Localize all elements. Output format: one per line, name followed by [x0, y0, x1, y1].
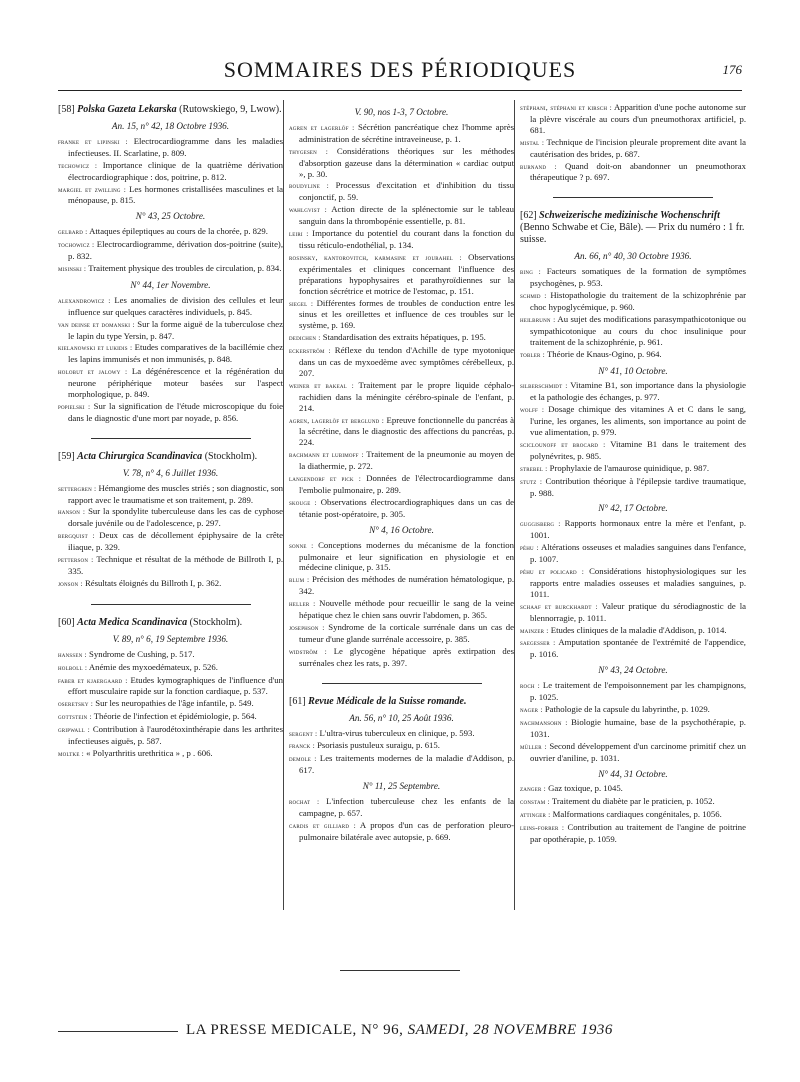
- article-title: Le glycogène hépatique après extirpation des surrénales chez les rats, p. 397.: [299, 645, 514, 668]
- article-entry: [58, 578, 283, 590]
- article-entry: [520, 439, 746, 462]
- article-title: Histopathologie du traitement de la schizophrénie par choc hypoglycémique, p. 960.: [530, 290, 746, 312]
- article-entry: [58, 226, 283, 238]
- article-authors: mistal :: [520, 137, 545, 147]
- article-authors: blum :: [289, 575, 310, 585]
- issue-heading: N° 44, 1er Novembre.: [130, 279, 211, 290]
- article-title: Traitement physique des troubles de circulation, p. 834.: [86, 262, 282, 273]
- article-entry: [289, 228, 514, 251]
- article-authors: leins-forrer :: [520, 823, 565, 833]
- section-separator: [553, 197, 713, 198]
- article-entry: [289, 204, 514, 227]
- article-entry: [520, 625, 746, 637]
- article-authors: wahlgvist :: [289, 205, 327, 215]
- article-title: Au sujet des modifications parasympathicotonique ou sympathicotonique au cours du choc insulinique pour traitement de la schizophrénie, p. 961.: [530, 313, 746, 347]
- article-authors: holobut et jalowy :: [58, 367, 128, 377]
- article-entry: [520, 463, 746, 475]
- article-authors: nachmansohn :: [520, 717, 568, 727]
- article-authors: oseretsky :: [58, 699, 94, 709]
- article-entry: [520, 637, 746, 660]
- column-right: [520, 102, 746, 846]
- issue-heading: An. 56, n° 10, 25 Août 1936.: [349, 712, 454, 723]
- article-entry: [520, 566, 746, 600]
- article-title: Facteurs somatiques de la formation de symptômes psychogènes, p. 953.: [530, 266, 746, 289]
- article-title: Action directe de la splénectomie sur le tableau sanguin dans la thrombopénie essentielle, p. 81.: [299, 204, 514, 227]
- article-entry: [520, 680, 746, 703]
- article-entry: [289, 146, 514, 180]
- article-authors: popielski :: [58, 401, 91, 411]
- article-authors: skouge :: [289, 497, 317, 507]
- article-entry: [58, 649, 283, 661]
- issue-heading: V. 78, n° 4, 6 Juillet 1936.: [122, 467, 219, 478]
- section-separator: [91, 438, 251, 439]
- article-title: Altérations osseuses et maladies sanguines dans l'enfance, p. 1007.: [530, 542, 746, 565]
- article-title: Considérations histophysiologiques sur les rapports entre maladies osseuses et maladies sanguines, p. 1011.: [530, 566, 746, 599]
- article-authors: kielanowski et lukidis :: [58, 343, 133, 353]
- article-authors: silberschmidt :: [520, 381, 568, 391]
- issue-heading: N° 43, 25 Octobre.: [135, 211, 206, 222]
- article-title: Précision des méthodes de numération hématologique, p. 342.: [299, 574, 514, 597]
- article-title: Malformations cardiaques congénitales, p. 1056.: [550, 809, 722, 820]
- article-authors: stutz :: [520, 476, 543, 486]
- article-entry: [58, 239, 283, 262]
- article-title: Epreuve fonctionnelle du pancréas à la sécrétine, dans le diagnostic des affections du pancréas, p. 224.: [299, 414, 514, 448]
- journal-number: [62]: [520, 210, 537, 222]
- article-authors: eckerström :: [289, 346, 331, 356]
- end-rule: [340, 970, 460, 971]
- article-entry: [520, 542, 746, 565]
- article-entry: [58, 748, 283, 760]
- article-authors: techowicz :: [58, 160, 98, 170]
- article-title: Importance du potentiel du courant dans la fonction du tissu réticulo-endothélial, p. 134.: [299, 228, 514, 250]
- issue-heading: N° 44, 31 Octobre.: [598, 768, 668, 779]
- footer-journal: LA PRESSE MEDICALE,: [186, 1022, 362, 1038]
- section-separator: [91, 604, 251, 605]
- article-entry: [520, 380, 746, 403]
- article-title: Les hormones cristallisées masculines et la ménopause, p. 815.: [68, 183, 283, 206]
- article-entry: [58, 724, 283, 747]
- article-title: Théorie de Knaus-Ogino, p. 964.: [544, 348, 662, 359]
- article-authors: langendorf et pick :: [289, 474, 362, 484]
- column-divider: [514, 100, 515, 910]
- article-authors: leiri :: [289, 229, 309, 239]
- journal-title: Revue Médicale de la Suisse romande.: [308, 695, 467, 707]
- article-authors: burnand :: [520, 161, 557, 171]
- article-authors: bing :: [520, 267, 541, 277]
- article-entry: [289, 252, 514, 297]
- journal-details: (Stockholm).: [187, 616, 243, 628]
- section-separator: [322, 683, 482, 684]
- article-title: Le traitement de l'empoisonnement par les champignons, p. 1025.: [530, 680, 746, 703]
- article-entry: [520, 266, 746, 289]
- page-footer: [58, 1022, 742, 1042]
- article-authors: sergent :: [289, 728, 318, 738]
- article-title: Etudes kymographiques de l'influence d'un effort musculaire rapide sur la fonction cardiaque, p. 537.: [68, 674, 283, 697]
- journal-number: [61]: [289, 695, 306, 707]
- column-divider: [283, 100, 284, 910]
- article-entry: [520, 601, 746, 624]
- article-authors: petterson :: [58, 555, 94, 565]
- issue-heading: N° 4, 16 Octobre.: [369, 524, 434, 535]
- article-authors: jonson :: [58, 578, 83, 588]
- article-entry: [58, 662, 283, 674]
- article-title: Second développement d'un carcinome primitif chez un ouvrier d'aniline, p. 1031.: [530, 740, 746, 763]
- issue-heading: An. 15, n° 42, 18 Octobre 1936.: [111, 121, 230, 131]
- article-title: Processus d'excitation et d'inhibition du tissu conjonctif, p. 59.: [299, 180, 515, 203]
- article-authors: sonne :: [289, 540, 314, 550]
- article-authors: gripwall :: [58, 725, 90, 735]
- article-entry: [289, 740, 514, 752]
- article-entry: [520, 796, 746, 808]
- article-authors: dedichen :: [289, 333, 321, 343]
- article-authors: settergren :: [58, 483, 97, 493]
- article-title: Traitement du diabète par le praticien, p. 1052.: [549, 796, 715, 807]
- article-entry: [520, 404, 746, 438]
- article-authors: constam :: [520, 797, 550, 807]
- article-entry: [58, 263, 283, 275]
- article-authors: heller :: [289, 599, 316, 609]
- article-title: Vitamine B1, son importance dans la physiologie et la pathologie des échanges, p. 977.: [530, 380, 746, 403]
- article-entry: [520, 349, 746, 361]
- article-title: Standardisation des extraits hépatiques, p. 195.: [320, 332, 486, 343]
- article-authors: wolff :: [520, 405, 545, 415]
- article-authors: boudyline :: [289, 181, 329, 191]
- article-entry: [289, 574, 514, 597]
- article-authors: thygesen :: [289, 146, 329, 156]
- article-entry: [58, 554, 283, 577]
- article-authors: moltke :: [58, 748, 84, 758]
- article-entry: [520, 809, 746, 821]
- article-authors: müller :: [520, 741, 547, 751]
- issue-heading: V. 90, nos 1-3, 7 Octobre.: [354, 107, 449, 117]
- article-title: Résultats éloignés du Billroth I, p. 362.: [82, 577, 222, 588]
- article-entry: [289, 380, 514, 414]
- article-authors: van deinse et domanski :: [58, 319, 135, 329]
- article-title: Amputation spontanée de l'extrémité de l'appendice, p. 1016.: [530, 637, 746, 660]
- article-authors: heilbrunn :: [520, 314, 556, 324]
- article-title: Théorie de l'infection et épidémiologie, p. 564.: [91, 711, 257, 722]
- footer-rule: [58, 1031, 178, 1032]
- article-title: Conceptions modernes du mécanisme de la fonction pulmonaire et leur signification en physiologie et en médecine clinique, p. 315.: [299, 539, 514, 573]
- article-title: L'ultra-virus tuberculeux en clinique, p. 593.: [317, 727, 475, 738]
- journal-details: (Rutowskiego, 9, Lwow).: [176, 104, 282, 115]
- article-entry: [289, 180, 514, 203]
- article-entry: [58, 530, 283, 553]
- article-entry: [58, 675, 283, 698]
- article-entry: [58, 160, 283, 183]
- article-authors: mainzer :: [520, 625, 549, 635]
- article-authors: misinski :: [58, 263, 87, 273]
- article-authors: agren, lagerlöf et berglund :: [289, 415, 385, 425]
- article-authors: weiner et bakeal :: [289, 380, 354, 390]
- issue-heading: N° 41, 10 Octobre.: [598, 365, 668, 376]
- article-authors: cardis et gilliard :: [289, 820, 356, 830]
- article-authors: saegesser :: [520, 638, 556, 648]
- article-entry: [58, 366, 283, 400]
- article-title: Sécrétion pancréatique chez l'homme après administration de sécrétine intraveineuse, p. 1.: [299, 121, 514, 144]
- article-title: Anémie des myxoedémateux, p. 526.: [87, 661, 218, 672]
- footer-date: SAMEDI, 28 NOVEMBRE 1936: [407, 1022, 613, 1038]
- article-authors: tochowicz :: [58, 240, 95, 250]
- article-authors: nager :: [520, 704, 543, 714]
- issue-heading: N° 11, 25 Septembre.: [362, 781, 441, 792]
- article-entry: [289, 820, 514, 843]
- article-entry: [58, 342, 283, 365]
- article-title: Traitement de la pneumonie au moyen de la diathermie, p. 272.: [299, 449, 514, 472]
- article-authors: guggisberg :: [520, 519, 561, 529]
- article-title: Attaques épileptiques au cours de la chorée, p. 829.: [87, 226, 268, 237]
- article-entry: [289, 345, 514, 379]
- article-authors: stéphani, stéphani et kirsch :: [520, 103, 612, 112]
- article-title: Etudes cliniques de la maladie d'Addison, p. 1014.: [548, 624, 727, 635]
- article-entry: [58, 711, 283, 723]
- article-title: Sur la spondylite tuberculeuse dans les cas de cyphose dorsale juvénile ou de l'adolescence, p. 297.: [68, 506, 283, 529]
- article-authors: zanger :: [520, 784, 546, 794]
- article-authors: gottstein :: [58, 712, 92, 722]
- journal-heading: [520, 210, 746, 246]
- article-entry: [58, 506, 283, 529]
- article-title: Sur la signification de l'étude microscopique du foie dans le diagnostic d'une mort par noyade, p. 856.: [68, 400, 283, 423]
- article-entry: [520, 822, 746, 845]
- article-authors: rochat :: [289, 797, 320, 807]
- header-rule: [58, 90, 742, 91]
- article-entry: [289, 598, 514, 621]
- journal-title: Acta Chirurgica Scandinavica: [77, 450, 203, 462]
- article-authors: demole :: [289, 754, 317, 764]
- article-authors: hanson :: [58, 507, 86, 517]
- article-authors: franck :: [289, 741, 315, 751]
- article-title: Importance clinique de la quatrième dérivation électrocardiographique : dos, poitrine, p. 812.: [68, 159, 283, 182]
- article-entry: [520, 741, 746, 764]
- article-entry: [58, 319, 283, 342]
- article-entry: [520, 290, 746, 313]
- article-entry: [289, 497, 514, 520]
- journal-title: Acta Medica Scandinavica: [77, 616, 188, 628]
- article-title: Valeur pratique du sérodiagnostic de la blennorragie, p. 1011.: [530, 600, 746, 623]
- article-entry: [520, 783, 746, 795]
- journal-heading: [58, 617, 283, 629]
- article-entry: [289, 298, 514, 332]
- article-entry: [520, 161, 746, 184]
- article-authors: sciclounoff et brocard :: [520, 439, 606, 449]
- article-entry: [520, 476, 746, 499]
- article-title: Electrocardiogramme dans les maladies infectieuses. II. Scarlatine, p. 809.: [68, 135, 283, 158]
- article-entry: [58, 401, 283, 424]
- article-entry: [289, 122, 514, 145]
- article-title: Technique et résultat de la méthode de Billroth I, p. 335.: [68, 554, 283, 576]
- footer-text: [186, 1022, 613, 1039]
- article-authors: tobler :: [520, 349, 545, 359]
- article-authors: widström :: [289, 646, 327, 656]
- article-entry: [289, 332, 514, 344]
- article-title: Dosage chimique des vitamines A et C dans le sang, l'urine, les organes, les aliments, son importance au point de vue alimentation, p. 979.: [530, 404, 746, 438]
- article-title: Sur la forme aiguë de la tuberculose chez le lapin du type Yersin, p. 847.: [68, 318, 283, 341]
- article-authors: siegel :: [289, 298, 314, 308]
- article-entry: [289, 540, 514, 574]
- article-authors: rosinsky, kantorovitch, karmasine et jourahel :: [289, 252, 462, 262]
- article-title: Les anomalies de division des cellules et leur influence sur quelques caractères individuels, p. 845.: [68, 294, 283, 317]
- page-number: 176: [722, 62, 742, 77]
- article-title: Prophylaxie de l'amaurose quinidique, p. 987.: [547, 462, 710, 473]
- issue-heading: V. 89, n° 6, 19 Septembre 1936.: [112, 633, 229, 644]
- article-entry: [58, 295, 283, 318]
- article-title: La dégénérescence et la régénération du neurone périphérique moteur basées sur l'aspect morphologique, p. 849.: [68, 366, 283, 400]
- article-title: Les traitements modernes de la maladie d'Addison, p. 617.: [299, 753, 514, 776]
- journal-title: Schweizerische medizinische Wochenschrift: [539, 210, 720, 222]
- article-title: Deux cas de décollement épiphysaire de la crête iliaque, p. 329.: [68, 530, 284, 553]
- article-entry: [289, 728, 514, 740]
- article-authors: roch :: [520, 681, 540, 691]
- article-authors: margiel et zwilling :: [58, 184, 127, 194]
- article-title: Observations électrocardiographiques dans un cas de tétanie post-opératoire, p. 305.: [299, 496, 515, 519]
- issue-heading: N° 43, 24 Octobre.: [598, 665, 668, 676]
- journal-number: [59]: [58, 450, 75, 462]
- article-title: Réflexe du tendon d'Achille de type myotonique dans un cas de myxoedème avec symptômes cérébelleux, p. 207.: [299, 345, 514, 378]
- journal-number: [60]: [58, 616, 75, 628]
- article-authors: bachmann et lubimoff :: [289, 450, 364, 460]
- article-authors: attinger :: [520, 810, 551, 820]
- journal-heading: [58, 104, 283, 116]
- column-left: [58, 102, 283, 761]
- article-title: Electrocardiogramme, dérivation dos-poitrine (suite), p. 832.: [68, 239, 283, 262]
- journal-title: Polska Gazeta Lekarska: [77, 104, 177, 115]
- article-authors: agren et lagerlöf :: [289, 122, 355, 132]
- article-authors: franke et lipinski :: [58, 136, 128, 146]
- article-title: Syndrome de Cushing, p. 517.: [86, 648, 195, 659]
- article-entry: [58, 483, 283, 506]
- article-entry: [520, 518, 746, 541]
- column-middle: [289, 102, 514, 844]
- article-authors: strebel :: [520, 463, 548, 473]
- article-entry: [289, 415, 514, 449]
- article-title: Syndrome de la corticale surrénale dans un cas de tumeur d'une glande surrénale accessoire, p. 385.: [299, 621, 514, 644]
- article-title: Biologie humaine, base de la psychothérapie, p. 1031.: [530, 716, 746, 739]
- article-title: Données de l'électrocardiogramme dans l'embolie pulmonaire, p. 289.: [299, 473, 514, 495]
- article-entry: [520, 704, 746, 716]
- article-authors: holboll :: [58, 662, 88, 672]
- page-title: SOMMAIRES DES PÉRIODIQUES: [223, 57, 577, 82]
- article-title: A propos d'un cas de perforation pleuro-pulmonaire bilatérale avec autopsie, p. 669.: [299, 819, 514, 842]
- article-entry: [289, 473, 514, 496]
- journal-heading: [58, 451, 283, 463]
- article-authors: hanssen :: [58, 649, 87, 659]
- article-title: Différentes formes de troubles de conduction entre les sinus et les oreillettes et influence de ces troubles sur le système, p. 169.: [299, 297, 515, 331]
- article-title: Rapports hormonaux entre la mère et l'enfant, p. 1001.: [530, 518, 746, 541]
- article-title: Apparition d'une poche autonome sur la plèvre viscérale au cours d'un pneumothorax artificiel, p. 681.: [530, 102, 746, 135]
- footer-issue: N° 96,: [361, 1022, 408, 1038]
- article-entry: [520, 314, 746, 348]
- article-authors: bergquist :: [58, 531, 95, 541]
- article-title: Etudes comparatives de la bacillémie chez les lapins immunisés et non immunisés, p. 848.: [68, 342, 283, 365]
- article-title: « Polyarthritis urethritica » , p . 606.: [83, 747, 213, 758]
- article-authors: schmid :: [520, 291, 547, 301]
- issue-heading: N° 42, 17 Octobre.: [598, 503, 668, 514]
- article-entry: [289, 449, 514, 472]
- journal-details: (Benno Schwabe et Cie, Bâle). — Prix du numéro : 1 fr. suisse.: [520, 222, 745, 246]
- article-title: Observations expérimentales et cliniques concernant l'influence des préparations hypophysaires et parathyroïdiennes sur la fonction sécrétrice et motrice de l'estomac, p. 151.: [299, 251, 514, 296]
- article-title: Psoriasis pustuleux suraigu, p. 615.: [314, 740, 440, 751]
- article-authors: schaaf et burckhardt :: [520, 601, 598, 611]
- journal-details: (Stockholm).: [202, 450, 258, 462]
- article-title: Gaz toxique, p. 1045.: [545, 783, 623, 794]
- issue-heading: An. 66, n° 40, 30 Octobre 1936.: [574, 251, 692, 262]
- article-entry: [520, 137, 746, 160]
- article-authors: josephson :: [289, 622, 325, 632]
- article-title: Pathologie de la capsule du labyrinthe, p. 1029.: [542, 703, 710, 714]
- article-title: Sur les neuropathies de l'âge infantile, p. 549.: [93, 698, 254, 709]
- article-entry: [58, 184, 283, 207]
- article-entry: [520, 102, 746, 136]
- article-authors: faber et kjaergaard :: [58, 675, 128, 685]
- article-authors: péhu :: [520, 543, 539, 553]
- article-entry: [520, 717, 746, 740]
- article-entry: [289, 753, 514, 776]
- article-entry: [289, 796, 514, 819]
- article-title: L'infection tuberculeuse chez les enfants de la campagne, p. 657.: [299, 796, 514, 818]
- article-entry: [289, 622, 514, 645]
- article-title: Traitement par le propre liquide céphalo-rachidien dans la méningite cérébro-spinale de l'enfant, p. 214.: [299, 379, 514, 413]
- article-entry: [289, 646, 514, 669]
- page-header: [58, 58, 742, 88]
- journal-heading: [289, 696, 514, 708]
- article-title: Vitamine B1 dans le traitement des polynévrites, p. 985.: [530, 438, 746, 461]
- article-title: Technique de l'incision pleurale proprement dite avant la cautérisation des brides, p. 687.: [530, 136, 746, 159]
- article-title: Contribution au traitement de l'angine de poitrine par opothérapie, p. 1059.: [530, 822, 746, 845]
- article-authors: alexandrowicz :: [58, 295, 111, 305]
- article-entry: [58, 698, 283, 710]
- journal-number: [58]: [58, 104, 75, 115]
- article-title: Considérations théoriques sur les méthodes d'absorption gazeuse dans la détermination « cardiac output », p. 30.: [299, 145, 514, 179]
- article-authors: gelbard :: [58, 227, 88, 237]
- article-title: Contribution à l'aurodétoxinthérapie dans les arthrites infectieuses aiguës, p. 587.: [68, 724, 283, 747]
- article-title: Contribution théorique à l'épilepsie tardive traumatique, p. 988.: [530, 475, 746, 498]
- article-title: Hémangiome des muscles striés ; son diagnostic, son rapport avec le traumatisme et son traitement, p. 289.: [68, 482, 284, 505]
- article-entry: [58, 136, 283, 159]
- article-title: Nouvelle méthode pour recueillir le sang de la veine hépatique chez le chien sans ouvrir l'abdomen, p. 365.: [299, 598, 514, 621]
- article-authors: péhu et policard :: [520, 567, 585, 576]
- article-title: Quand doit-on abandonner un pneumothorax thérapeutique ? p. 697.: [530, 160, 746, 183]
